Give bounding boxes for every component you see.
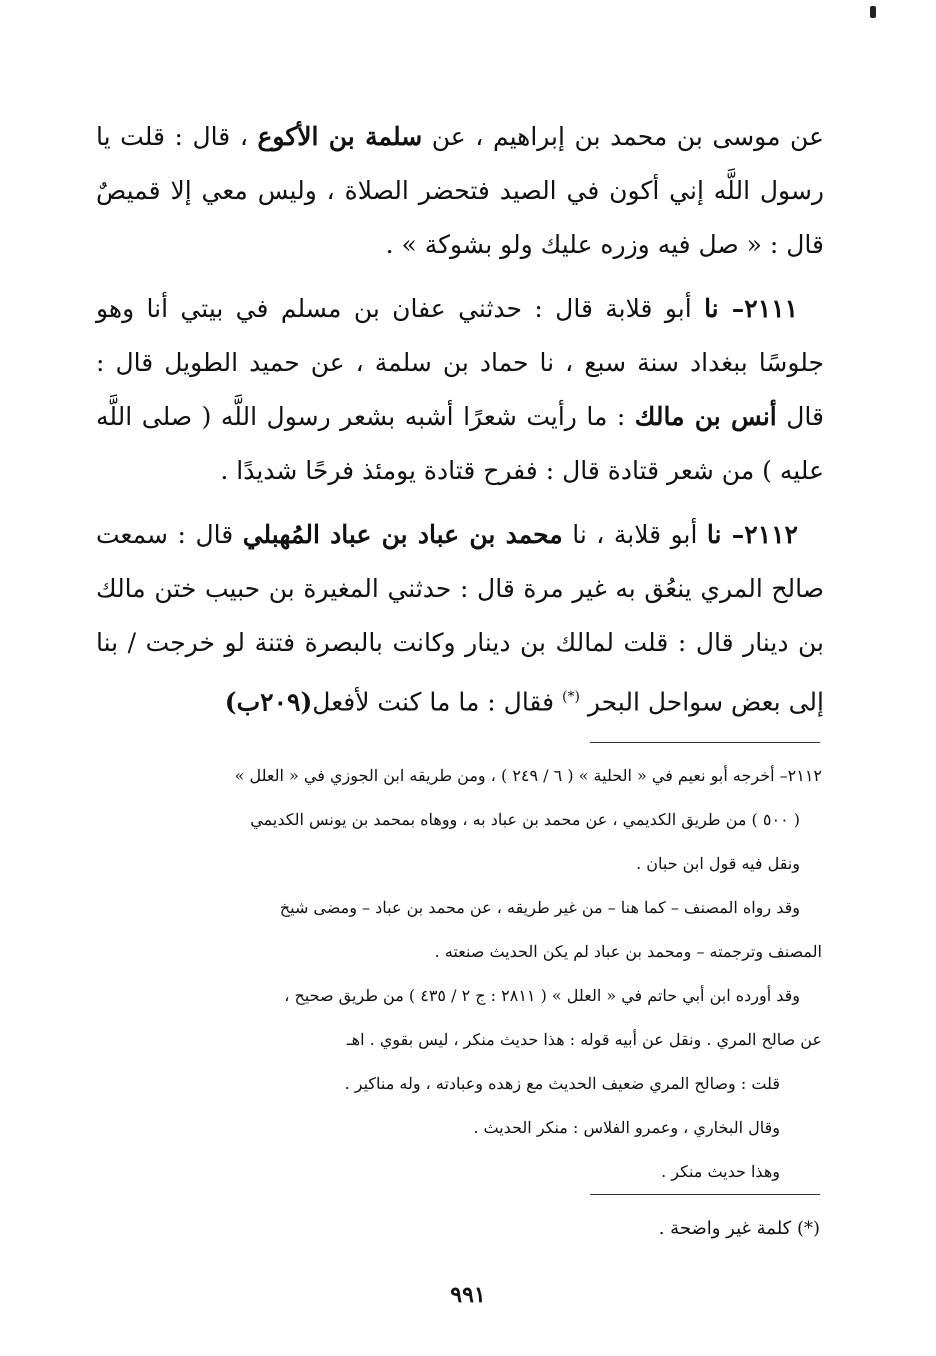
hadith-number-2111: ٢١١١ xyxy=(744,294,798,323)
footnote-line: ٢١١٢– أخرجه أبو نعيم في « الحلية » ( ٦ / ٢٤٩ ) ، ومن طريقه ابن الجوزي في « العلل » xyxy=(234,766,822,785)
hadith-2111-na: نا xyxy=(704,294,719,323)
editor-note: (*) كلمة غير واضحة . xyxy=(658,1218,820,1239)
paragraph-2111: ٢١١١– نا أبو قلابة قال : حدثني عفان بن مسلم في بيتي أنا وهو جلوسًا ببغداد سنة سبع ، نا حماد بن سلمة ، عن حميد الطويل قال : قال أنس بن مالك : ما رأيت شعرًا أشبه بشعر رسول اللَّه ( صلى اللَّه عليه ) من شعر قتادة قال : ففرح قتادة يومئذ فرحًا شديدًا . xyxy=(96,294,824,485)
paragraph-2111-text-a: أبو قلابة قال : حدثني عفان بن مسلم في بيتي أنا وهو جلوسًا ببغداد سنة سبع ، نا حماد بن سلمة ، عن حميد الطويل قال : قال xyxy=(96,294,824,431)
paragraph-2112-text-c: فقال : ما ما كنت لأفعل xyxy=(312,687,562,717)
hadith-2112-na: نا xyxy=(706,520,722,549)
footnote-line: قلت : وصالح المري ضعيف الحديث مع زهده وعبادته ، وله مناكير . xyxy=(344,1074,780,1093)
footnotes xyxy=(100,754,822,1194)
paragraph-2112-text-b: قال : سمعت صالح المري ينعُق به غير مرة قال : حدثني المغيرة بن حبيب ختن مالك بن دينار قال : قلت لمالك بن دينار وكانت بالبصرة فتنة لو خرجت / بنا إلى بعض سواحل البحر xyxy=(96,520,824,717)
paragraph-1-text-b: ، قال : قلت يا رسول اللَّه إني أكون في الصيد فتحضر الصلاة ، وليس معي إلا قميصٌ قال : « صل فيه وزره عليك ولو بشوكة » . xyxy=(96,122,824,259)
footnote-separator xyxy=(590,742,820,743)
hadith-number-2112: ٢١١٢ xyxy=(744,520,798,549)
footnote-marker: (*) xyxy=(561,689,580,705)
corner-mark xyxy=(870,6,876,18)
paragraph-2112-text-a: أبو قلابة ، نا xyxy=(562,520,707,549)
footnote-line: وقد أورده ابن أبي حاتم في « العلل » ( ٢٨١١ : ج ٢ / ٤٣٥ ) من طريق صحيح ، xyxy=(284,986,800,1005)
footnote-line: وقال البخاري ، وعمرو الفلاس : منكر الحديث . xyxy=(473,1118,780,1137)
paragraph-1-text-a: عن موسى بن محمد بن إبراهيم ، عن xyxy=(422,122,824,151)
footnote-line: عن صالح المري . ونقل عن أبيه قوله : هذا حديث منكر ، ليس بقوي . اهـ xyxy=(346,1030,822,1049)
margin-reference: (٢٠٩ب) xyxy=(224,687,313,717)
note-separator xyxy=(590,1194,820,1195)
footnote-line: ونقل فيه قول ابن حبان . xyxy=(636,854,800,873)
footnote-line: المصنف وترجمته – ومحمد بن عباد لم يكن الحديث صنعته . xyxy=(434,942,822,961)
paragraph-2111-text-b: : ما رأيت شعرًا أشبه بشعر رسول اللَّه ( صلى اللَّه عليه ) من شعر قتادة قال : ففرح قتادة يومئذ فرحًا شديدًا . xyxy=(96,402,824,485)
footnote-line: ( ٥٠٠ ) من طريق الكديمي ، عن محمد بن عباد به ، ووهاه بمحمد بن يونس الكديمي xyxy=(250,810,800,829)
footnote-line: وهذا حديث منكر . xyxy=(661,1162,780,1181)
footnote-line: وقد رواه المصنف – كما هنا – من غير طريقه ، عن محمد بن عباد – ومضى شيخ xyxy=(279,898,800,917)
main-text xyxy=(96,110,824,739)
paragraph-2112: ٢١١٢– نا أبو قلابة ، نا محمد بن عباد بن عباد المُهبلي قال : سمعت صالح المري ينعُق به غير مرة قال : حدثني المغيرة بن حبيب ختن مالك بن دينار قال : قلت لمالك بن دينار وكانت بالبصرة فتنة لو خرجت / بنا إلى بعض سواحل البحر (*) فقال : ما ما كنت لأفعل(٢٠٩ب) xyxy=(96,520,824,717)
narrator-name-1: سلمة بن الأكوع xyxy=(257,122,423,151)
page-number: ٩٩١ xyxy=(450,1282,486,1308)
paragraph-1 xyxy=(96,110,824,272)
narrator-name-3: محمد بن عباد بن عباد المُهبلي xyxy=(242,520,563,549)
narrator-name-2: أنس بن مالك xyxy=(634,402,777,431)
